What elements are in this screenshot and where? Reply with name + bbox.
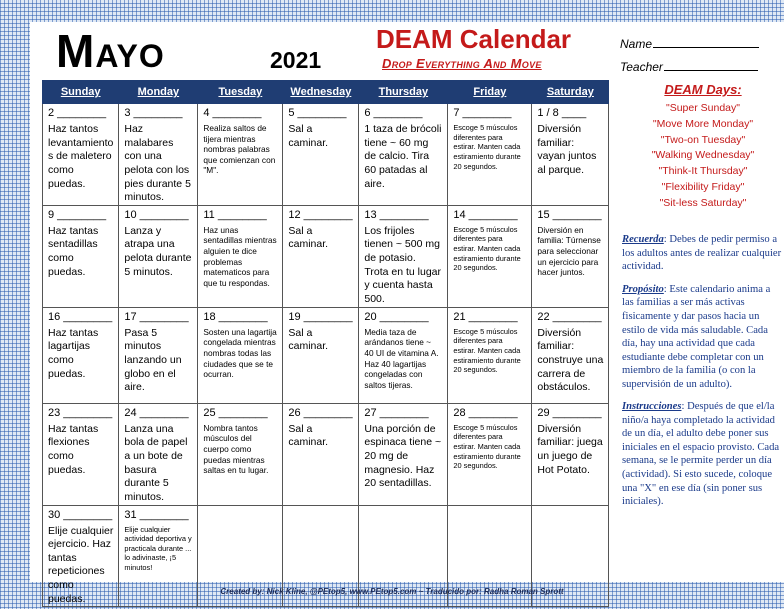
calendar-week-row <box>43 307 609 403</box>
day-date: 15 ________ <box>537 208 602 221</box>
calendar-day-cell[interactable] <box>359 104 448 206</box>
deam-day-item: "Walking Wednesday" <box>651 149 755 162</box>
deam-calendar-title: DEAM Calendar <box>376 24 572 54</box>
calendar-week-row <box>43 403 609 505</box>
calendar-day-cell[interactable] <box>43 307 119 403</box>
proposito-text: Este calendario anima a las familias a ser más activas fisicamente y dar pasos hacia un estilo de vida más saludable. Cada día, hay una actividad que cada estudiante debe completar con un miembro de la familia (o con la supervisión de un adulto). <box>622 283 771 390</box>
calendar-day-cell[interactable] <box>198 403 283 505</box>
calendar-day-cell[interactable] <box>532 403 609 505</box>
calendar-week-row <box>43 205 609 307</box>
recuerda-note: Recuerda: Debes de pedir permiso a los adultos antes de realizar cualquier actividad. <box>622 234 782 273</box>
deam-day-item: "Super Sunday" <box>665 102 740 114</box>
day-activity: Haz tantas sentadillas como puedas. <box>48 224 99 278</box>
day-activity: Escoge 5 músculos diferentes para estirar. Manten cada estiramiento durante 20 segundos. <box>453 123 521 171</box>
day-activity: Elije cualquier actividad deportiva y practicala durante ... lo adivinaste, ¡5 minutos! <box>124 524 192 573</box>
day-date: 12 ________ <box>288 208 353 221</box>
day-activity: Lanza una bola de papel a un bote de basura durante 5 minutos. <box>124 422 188 503</box>
day-date: 21 ________ <box>453 310 518 323</box>
day-date: 17 ________ <box>124 310 189 323</box>
teacher-field[interactable] <box>620 59 758 74</box>
calendar-day-cell[interactable] <box>43 205 119 307</box>
calendar-day-cell[interactable] <box>359 307 448 403</box>
calendar-day-cell[interactable] <box>283 307 359 403</box>
day-date: 1 / 8 ____ <box>537 107 587 119</box>
day-activity: Haz tantas flexiones como puedas. <box>48 422 99 476</box>
day-date: 22 ________ <box>537 310 602 323</box>
day-date: 26 ________ <box>288 406 353 419</box>
day-activity: Haz malabares con una pelota con los pies durante 5 minutos. <box>124 123 191 204</box>
day-date: 14 ________ <box>453 208 518 221</box>
day-activity: Sal a caminar. <box>288 422 329 449</box>
day-date: 24 ________ <box>124 406 189 419</box>
name-line[interactable] <box>653 36 759 48</box>
day-date: 11 ________ <box>203 208 267 221</box>
calendar-day-cell[interactable] <box>532 205 609 307</box>
day-date: 9 ________ <box>48 208 107 221</box>
weekday-header: Sunday <box>43 81 119 104</box>
weekday-header: Monday <box>119 81 198 104</box>
name-field[interactable] <box>620 36 759 51</box>
deam-subtitle: Drop Everything And Move <box>382 56 542 71</box>
day-date: 28 ________ <box>453 406 518 419</box>
calendar-week-row <box>43 104 609 206</box>
day-date: 10 ________ <box>124 208 189 221</box>
calendar-day-cell[interactable] <box>359 403 448 505</box>
deam-day-item: "Flexibility Friday" <box>661 180 745 193</box>
calendar-day-cell[interactable] <box>43 403 119 505</box>
day-activity: Sal a caminar. <box>288 123 329 149</box>
calendar-day-cell[interactable] <box>283 403 359 505</box>
weekday-header: Wednesday <box>283 81 359 104</box>
day-activity: Pasa 5 minutos lanzando un globo en el aire. <box>124 326 182 394</box>
day-date: 19 ________ <box>288 310 353 323</box>
footer-credit: Created by: Nick Kline, @PEtop5, www.PEtop5.com ~ Traducido por: Radha Roman Sprott <box>220 587 564 596</box>
day-activity: Elije cualquier ejercicio. Haz tantas repeticiones como puedas. <box>48 524 114 605</box>
recuerda-label: Recuerda <box>622 234 664 246</box>
calendar-day-cell[interactable] <box>119 403 198 505</box>
calendar-grid <box>42 80 609 607</box>
day-date: 27 ________ <box>364 406 429 419</box>
day-activity: Escoge 5 músculos diferentes para estirar. Manten cada estiramiento durante 20 segundos. <box>453 224 521 273</box>
calendar-day-cell[interactable] <box>283 104 359 206</box>
recuerda-text: Debes de pedir permiso a los adultos antes de realizar cualquier actividad. <box>622 234 782 273</box>
proposito-label: Propósito <box>622 283 664 295</box>
weekday-header: Thursday <box>359 81 448 104</box>
day-activity: Sal a caminar. <box>288 326 329 353</box>
calendar-day-cell[interactable] <box>119 307 198 403</box>
weekday-header: Tuesday <box>198 81 283 104</box>
day-activity: Realiza saltos de tijera mientras nombras palabras que comienzan con "M". <box>203 123 276 176</box>
day-activity: Diversión familiar: juega un juego de Hot Potato. <box>537 422 603 476</box>
weekday-header: Saturday <box>532 81 609 104</box>
calendar-day-cell[interactable] <box>119 104 198 206</box>
calendar-day-cell[interactable] <box>359 205 448 307</box>
calendar-day-cell[interactable] <box>448 205 532 307</box>
instrucciones-label: Instrucciones <box>622 401 682 413</box>
deam-day-item: "Two-on Tuesday" <box>660 133 746 146</box>
deam-day-item: "Move More Monday" <box>652 117 754 130</box>
day-date: 2 ________ <box>48 107 107 119</box>
day-date: 20 ________ <box>364 310 429 323</box>
day-date: 23 ________ <box>48 406 113 419</box>
calendar-day-cell[interactable] <box>119 205 198 307</box>
calendar-day-cell[interactable] <box>198 307 283 403</box>
day-date: 5 ________ <box>288 107 347 119</box>
deam-day-item: "Sit-less Saturday" <box>659 196 747 209</box>
teacher-line[interactable] <box>664 59 758 71</box>
day-activity: Sal a caminar. <box>288 224 329 251</box>
weekday-header: Friday <box>448 81 532 104</box>
day-activity: Los frijoles tienen ~ 500 mg de potasio. Trota en tu lugar y cuenta hasta 500. <box>364 224 442 306</box>
day-activity: Haz unas sentadillas mientras alguien te dice problemas matematicos para que tu respondas. <box>203 224 277 288</box>
calendar-day-cell[interactable] <box>532 104 609 206</box>
teacher-label: Teacher <box>620 60 663 74</box>
day-activity: Diversión familiar: construye una carrera de obstáculos. <box>537 326 604 394</box>
year-label: 2021 <box>270 47 322 73</box>
day-date: 3 ________ <box>124 107 183 119</box>
deam-day-item: "Think-It Thursday" <box>658 165 748 177</box>
day-activity: Escoge 5 músculos diferentes para estirar. Manten cada estiramiento durante 20 segundos. <box>453 326 521 375</box>
day-activity: Lanza y atrapa una pelota durante 5 minutos. <box>124 224 192 278</box>
day-date: 31 ________ <box>124 508 189 521</box>
day-activity: Diversión en familia: Túrnense para seleccionar un ejercicio para hacer juntos. <box>537 224 601 278</box>
month-title: Mayo <box>56 25 165 77</box>
calendar-day-cell[interactable] <box>198 205 283 307</box>
deam-days-title: DEAM Days: <box>664 82 742 97</box>
instrucciones-text: Después de que el/la niño/a haya completado la actividad de un día, el adulto debe poner sus iniciales en el espacio provisto. Cada semana, se le permite perder un día (actividad). Si esto sucede, coloque una "X" en ese día (sin poner sus iniciales). <box>622 401 780 508</box>
day-activity: Haz tantas lagartijas como puedas. <box>48 326 99 380</box>
day-date: 7 ________ <box>453 107 512 119</box>
day-activity: 1 taza de brócoli tiene ~ 60 mg de calcio. Tira 60 patadas al aire. <box>364 123 442 190</box>
day-activity: Una porción de espinaca tiene ~ 20 mg de magnesio. Haz 20 sentadillas. <box>364 422 442 490</box>
day-date: 25 ________ <box>203 406 268 419</box>
day-date: 13 ________ <box>364 208 429 221</box>
day-date: 16 ________ <box>48 310 113 323</box>
calendar-day-cell[interactable] <box>198 104 283 206</box>
proposito-note: Propósito: Este calendario anima a las familias a ser más activas fisicamente y dar pasos hacia un estilo de vida más saludable. Cada día, hay una actividad que cada estudiante debe completar con un miembro de la familia (o con la supervisión de un adulto). <box>622 283 771 390</box>
instrucciones-note: Instrucciones: Después de que el/la niño/a haya completado la actividad de un día, el adulto debe poner sus iniciales en el espacio provisto. Cada semana, se le permite perder un día (actividad). Si esto sucede, coloque una "X" en ese día (sin poner sus iniciales). <box>622 401 780 508</box>
calendar-day-cell[interactable] <box>43 104 119 206</box>
day-date: 18 ________ <box>203 310 268 323</box>
calendar-day-cell[interactable] <box>448 403 532 505</box>
day-activity: Media taza de arándanos tiene ~ 40 UI de vitamina A. Haz 40 lagartijas congeladas con saltos tijeras. <box>364 326 439 390</box>
day-date: 29 ________ <box>537 406 602 419</box>
weekday-header-row <box>43 81 609 104</box>
sidebar <box>622 82 784 518</box>
calendar-day-cell[interactable] <box>448 104 532 206</box>
day-activity: Escoge 5 músculos diferentes para estirar. Manten cada estiramiento durante 20 segundos. <box>453 422 521 471</box>
day-activity: Sosten una lagartija congelada mientras nombras todas las ciudades que se te ocurran. <box>203 326 277 380</box>
calendar-day-cell[interactable] <box>448 307 532 403</box>
day-date: 30 ________ <box>48 508 113 521</box>
deam-days-list <box>622 101 784 211</box>
day-date: 4 ________ <box>203 107 262 119</box>
name-label: Name <box>620 37 653 51</box>
calendar-day-cell[interactable] <box>532 307 609 403</box>
calendar-day-cell[interactable] <box>283 205 359 307</box>
day-activity: Diversión familiar: vayan juntos al parque. <box>537 123 597 176</box>
day-activity: Haz tantos levantamiento s de maletero como puedas. <box>48 123 114 190</box>
day-date: 6 ________ <box>364 107 423 119</box>
day-activity: Nombra tantos músculos del cuerpo como puedas mientras saltas en tu lugar. <box>203 422 269 476</box>
